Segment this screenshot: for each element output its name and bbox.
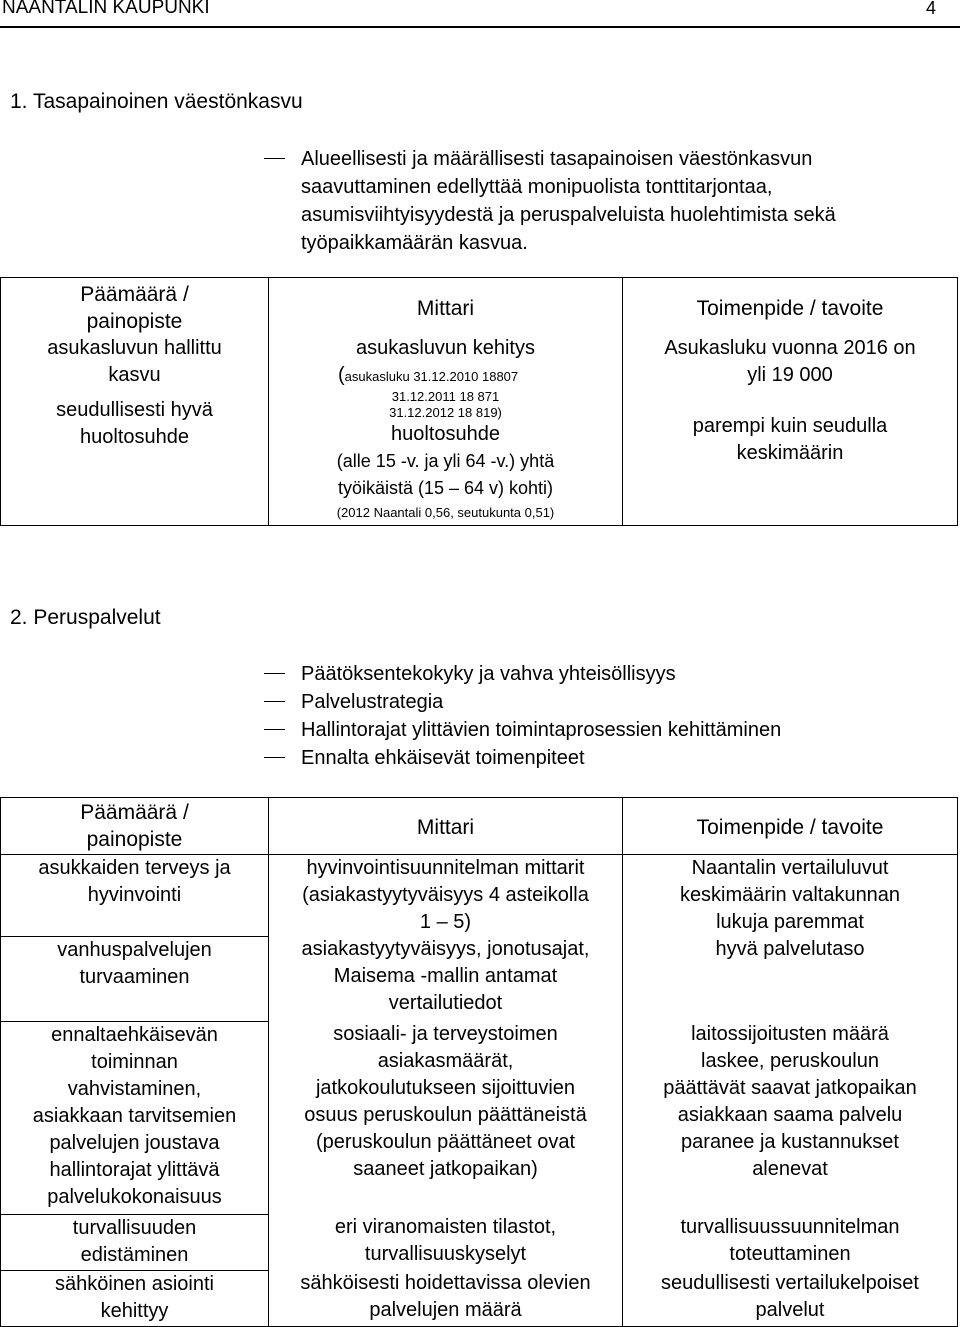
goal-text: vanhuspalvelujen bbox=[57, 938, 212, 961]
header-cell-measure bbox=[269, 798, 623, 855]
column-header-goal: painopiste bbox=[86, 310, 183, 333]
table-row bbox=[1, 1214, 958, 1270]
bullet-item: Palvelustrategia bbox=[264, 688, 954, 716]
bullet-item: Päätöksentekokyky ja vahva yhteisöllisyys bbox=[264, 660, 954, 688]
population-line: 31.12.2011 18 871 bbox=[391, 389, 500, 404]
target-cell bbox=[623, 1270, 958, 1326]
goal-text: hyvinvointi bbox=[87, 884, 182, 906]
intro-list bbox=[264, 145, 954, 257]
page-header bbox=[0, 0, 960, 28]
target-text: lukuja paremmat bbox=[716, 911, 864, 933]
target-text: Asukasluku vuonna 2016 on bbox=[664, 337, 916, 359]
goal-text: turvallisuuden bbox=[72, 1216, 197, 1239]
measure-text: 1 – 5) bbox=[419, 911, 472, 933]
measure-cell bbox=[269, 1270, 623, 1326]
target-text: yli 19 000 bbox=[747, 364, 833, 386]
target-cell bbox=[623, 855, 958, 937]
goal-cell bbox=[1, 278, 269, 526]
goal-text: palvelujen joustava bbox=[49, 1131, 220, 1154]
measure-text: (asiakastyytyväisyys 4 asteikolla bbox=[302, 884, 589, 906]
goal-text: kehittyy bbox=[100, 1299, 169, 1322]
measure-text: (peruskoulun päättäneet ovat bbox=[315, 1131, 576, 1153]
table-row bbox=[1, 855, 958, 937]
goal-cell bbox=[1, 1214, 269, 1270]
intro-line: Alueellisesti ja määrällisesti tasapainoisen väestönkasvun bbox=[301, 148, 813, 170]
goals-table-1 bbox=[0, 277, 958, 526]
target-text: paranee ja kustannukset bbox=[681, 1131, 899, 1153]
target-text: keskimäärin valtakunnan bbox=[679, 884, 901, 906]
measure-text: jatkokoulutukseen sijoittuvien bbox=[315, 1077, 576, 1099]
target-text: palvelut bbox=[755, 1299, 825, 1321]
goal-text: palvelukokonaisuus bbox=[47, 1185, 222, 1208]
section-heading-2: 2. Peruspalvelut bbox=[10, 606, 161, 629]
column-header-measure: Mittari bbox=[416, 297, 475, 320]
goal-text: vahvistaminen, bbox=[67, 1077, 202, 1100]
target-text: toteuttaminen bbox=[729, 1243, 851, 1265]
column-header-goal: Päämäärä / bbox=[80, 283, 189, 306]
goal-text: edistäminen bbox=[80, 1243, 189, 1266]
paren-open: ( bbox=[338, 364, 345, 386]
goal-text: kasvu bbox=[108, 364, 161, 386]
column-header-goal: Päämäärä / bbox=[80, 801, 189, 824]
target-text: turvallisuussuunnitelman bbox=[680, 1216, 900, 1238]
measure-note: (2012 Naantali 0,56, seutukunta 0,51) bbox=[336, 505, 555, 520]
column-header-measure: Mittari bbox=[416, 816, 475, 839]
section-heading-1: 1. Tasapainoinen väestönkasvu bbox=[10, 90, 303, 113]
target-cell bbox=[623, 1214, 958, 1270]
goal-text: hallintorajat ylittävä bbox=[49, 1158, 220, 1181]
population-line: 31.12.2012 18 819) bbox=[389, 405, 502, 420]
intro-line: työpaikkamäärän kasvua. bbox=[301, 232, 528, 254]
target-text: laitossijoitusten määrä bbox=[691, 1023, 889, 1045]
measure-text: asukasluvun kehitys bbox=[356, 337, 535, 359]
target-text: seudullisesti vertailukelpoiset bbox=[661, 1272, 919, 1294]
goal-text: ennaltaehkäisevän bbox=[51, 1023, 218, 1046]
goal-text: sähköinen asiointi bbox=[55, 1272, 214, 1295]
measure-cell bbox=[269, 936, 623, 1021]
column-header-goal: painopiste bbox=[86, 828, 183, 851]
goal-text: toiminnan bbox=[91, 1050, 178, 1073]
table-row bbox=[1, 1021, 958, 1214]
table-row bbox=[1, 936, 958, 1021]
measure-cell bbox=[269, 278, 623, 526]
measure-text: eri viranomaisten tilastot, bbox=[334, 1216, 557, 1238]
measure-text: osuus peruskoulun päättäneistä bbox=[304, 1104, 587, 1126]
goals-table-2 bbox=[0, 797, 958, 1327]
intro-line: asumisviihtyisyydestä ja peruspalveluista huolehtimista sekä bbox=[301, 204, 836, 226]
goal-text: asiakkaan tarvitsemien bbox=[32, 1104, 237, 1127]
measure-cell bbox=[269, 855, 623, 937]
target-text: Naantalin vertailuluvut bbox=[691, 857, 889, 879]
bullet-item: Ennalta ehkäisevät toimenpiteet bbox=[264, 744, 954, 772]
goal-text: turvaaminen bbox=[79, 965, 190, 988]
measure-text: Maisema -mallin antamat bbox=[333, 965, 558, 987]
target-text: keskimäärin bbox=[736, 442, 844, 464]
header-cell-goal bbox=[1, 798, 269, 855]
measure-text: sosiaali- ja terveystoimen bbox=[333, 1023, 558, 1045]
target-text: hyvä palvelutaso bbox=[715, 938, 865, 960]
target-text: alenevat bbox=[752, 1158, 828, 1180]
goal-cell bbox=[1, 1021, 269, 1214]
measure-cell bbox=[269, 1214, 623, 1270]
target-text: asiakkaan saama palvelu bbox=[677, 1104, 903, 1126]
goal-text: seudullisesti hyvä bbox=[56, 399, 213, 421]
measure-text: turvallisuuskyselyt bbox=[364, 1243, 527, 1265]
page-number: 4 bbox=[926, 0, 937, 18]
column-header-target: Toimenpide / tavoite bbox=[696, 297, 884, 320]
measure-cell bbox=[269, 1021, 623, 1214]
goal-text: huoltosuhde bbox=[80, 426, 189, 448]
measure-text: saaneet jatkopaikan) bbox=[353, 1158, 538, 1180]
goal-text: asukkaiden terveys ja bbox=[38, 857, 231, 879]
target-cell bbox=[623, 1021, 958, 1214]
goal-cell bbox=[1, 855, 269, 937]
measure-text: asiakastyytyväisyys, jonotusajat, bbox=[301, 938, 590, 960]
target-text: päättävät saavat jatkopaikan bbox=[663, 1077, 917, 1099]
intro-line: saavuttaminen edellyttää monipuolista tonttitarjontaa, bbox=[301, 176, 773, 198]
target-text: laskee, peruskoulun bbox=[701, 1050, 879, 1072]
measure-text: sähköisesti hoidettavissa olevien bbox=[300, 1272, 591, 1294]
measure-text: palvelujen määrä bbox=[369, 1299, 522, 1321]
column-header-target: Toimenpide / tavoite bbox=[696, 816, 884, 839]
organization-title: NAANTALIN KAUPUNKI bbox=[2, 0, 210, 18]
population-line: asukasluku 31.12.2010 18807 bbox=[344, 369, 519, 384]
measure-text: (alle 15 -v. ja yli 64 -v.) yhtä bbox=[336, 451, 555, 471]
bullet-list bbox=[264, 660, 954, 772]
population-data bbox=[273, 362, 618, 389]
measure-text: huoltosuhde bbox=[391, 423, 500, 445]
target-text: parempi kuin seudulla bbox=[692, 415, 888, 437]
table-row bbox=[1, 1270, 958, 1326]
target-cell bbox=[623, 278, 958, 526]
header-cell-target bbox=[623, 798, 958, 855]
intro-item bbox=[264, 145, 954, 257]
measure-text: hyvinvointisuunnitelman mittarit bbox=[306, 857, 585, 879]
measure-text: vertailutiedot bbox=[388, 992, 503, 1014]
goal-cell bbox=[1, 1270, 269, 1326]
goal-cell bbox=[1, 936, 269, 1021]
measure-text: asiakasmäärät, bbox=[377, 1050, 514, 1072]
bullet-item: Hallintorajat ylittävien toimintaprosessien kehittäminen bbox=[264, 716, 954, 744]
goal-text: asukasluvun hallittu bbox=[47, 337, 222, 359]
measure-text: työikäistä (15 – 64 v) kohti) bbox=[337, 478, 554, 498]
target-cell bbox=[623, 936, 958, 1021]
